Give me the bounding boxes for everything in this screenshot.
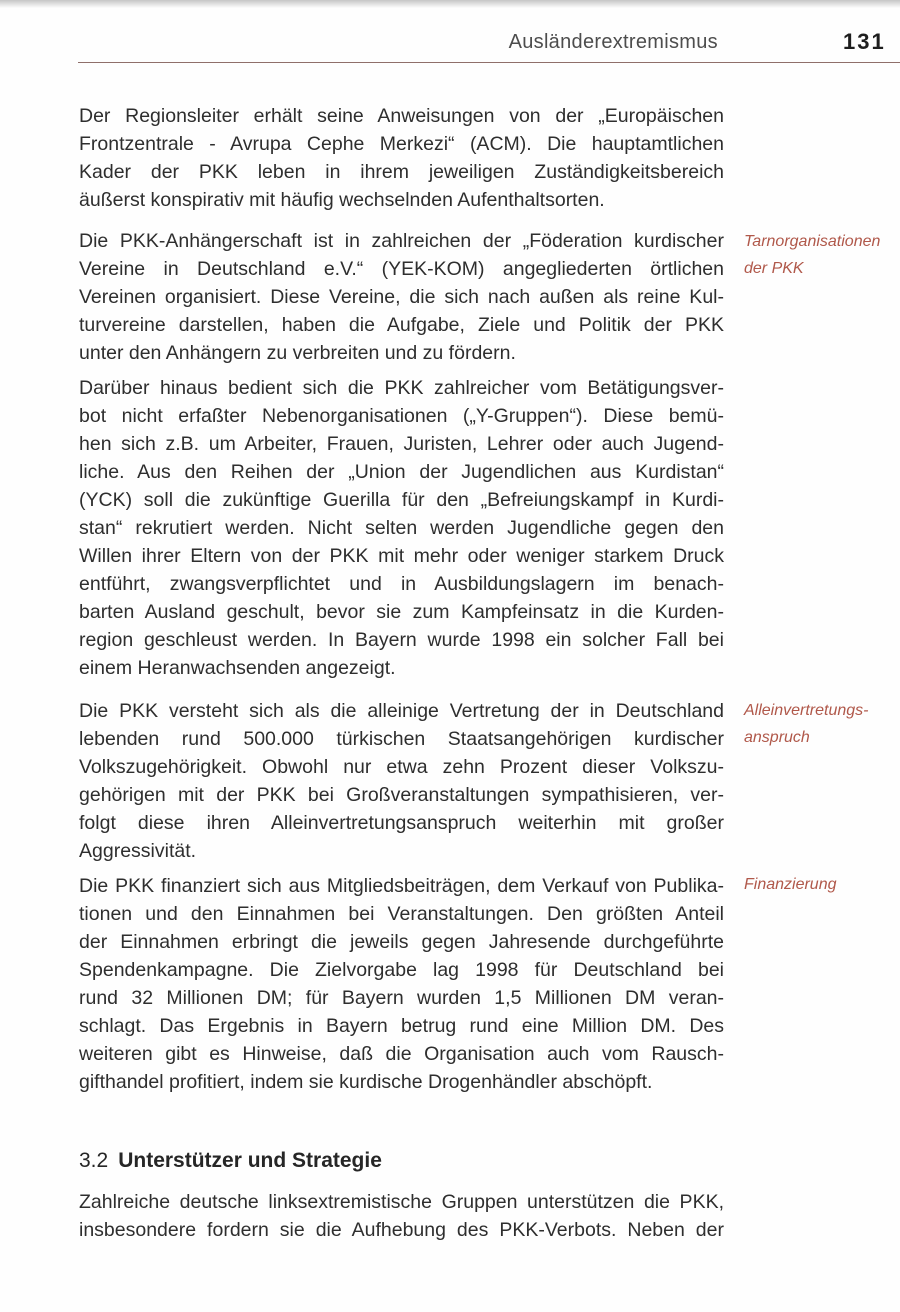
text-line: Spendenkampagne. Die Zielvorgabe lag 1998 für Deutschland bei [79,959,724,981]
paragraph [79,102,724,214]
text-line: hen sich z.B. um Arbeiter, Frauen, Juristen, Lehrer oder auch Jugend- [79,433,724,455]
text-line: bot nicht erfaßter Nebenorganisationen („Y-Gruppen“). Diese bemü- [79,405,724,427]
section-title: Unterstützer und Strategie [118,1149,382,1172]
text-line: (YCK) soll die zukünftige Guerilla für den „Befreiungskampf in Kurdi- [79,489,724,511]
text-line: region geschleust werden. In Bayern wurde 1998 ein solcher Fall bei [79,629,724,651]
text-line: gehörigen mit der PKK bei Großveranstaltungen sympathisieren, ver- [79,784,724,806]
text-line: Volkszugehörigkeit. Obwohl nur etwa zehn Prozent dieser Volkszu- [79,756,724,778]
text-line: äußerst konspirativ mit häufig wechselnden Aufenthaltsorten. [79,189,605,211]
paragraph [79,697,724,865]
text-line: insbesondere fordern sie die Aufhebung des PKK-Verbots. Neben der [79,1219,724,1241]
text-line: entführt, zwangsverpflichtet und in Ausbildungslagern im benach- [79,573,724,595]
text-line: Vereine in Deutschland e.V.“ (YEK-KOM) angegliederten örtlichen [79,258,724,280]
text-line: unter den Anhängern zu verbreiten und zu fördern. [79,342,516,364]
paragraph [79,374,724,682]
page-number: 131 [843,29,886,54]
text-line: Willen ihrer Eltern von der PKK mit mehr oder weniger starkem Druck [79,545,724,567]
paragraph [79,872,724,1096]
section-heading [79,1147,382,1175]
text-line: Zahlreiche deutsche linksextremistische Gruppen unterstützen die PKK, [79,1191,724,1213]
running-title: Ausländerextremismus [508,31,718,53]
margin-note-line: der PKK [744,260,804,277]
margin-note [744,697,896,751]
text-line: Die PKK finanziert sich aus Mitgliedsbeiträgen, dem Verkauf von Publika- [79,875,724,897]
section-number: 3.2 [79,1149,109,1172]
text-line: Frontzentrale - Avrupa Cephe Merkezi“ (ACM). Die hauptamtlichen [79,133,724,155]
text-line: weiteren gibt es Hinweise, daß die Organisation auch vom Rausch- [79,1043,724,1065]
margin-note [744,228,896,282]
text-line: Vereinen organisiert. Diese Vereine, die sich nach außen als reine Kul- [79,286,724,308]
text-line: barten Ausland geschult, bevor sie zum Kampfeinsatz in die Kurden- [79,601,724,623]
margin-note-line: Tarnorganisationen [744,233,881,250]
text-line: tionen und den Einnahmen bei Veranstaltungen. Den größten Anteil [79,903,724,925]
header-rule [78,62,900,63]
scan-edge [0,0,900,8]
text-line: liche. Aus den Reihen der „Union der Jugendlichen aus Kurdistan“ [79,461,724,483]
text-line: folgt diese ihren Alleinvertretungsanspruch weiterhin mit großer [79,812,724,834]
text-line: rund 32 Millionen DM; für Bayern wurden 1,5 Millionen DM veran- [79,987,724,1009]
paragraph [79,1188,724,1244]
text-line: Die PKK versteht sich als die alleinige Vertretung der in Deutschland [79,700,724,722]
text-line: Kader der PKK leben in ihrem jeweiligen Zuständigkeitsbereich [79,161,724,183]
text-line: Aggressivität. [79,840,197,862]
margin-note-line: anspruch [744,729,810,746]
text-line: Die PKK-Anhängerschaft ist in zahlreichen der „Föderation kurdischer [79,230,724,252]
margin-note-line: Finanzierung [744,876,837,893]
margin-note-line: Alleinvertretungs- [744,702,869,719]
text-line: Darüber hinaus bedient sich die PKK zahlreicher vom Betätigungsver- [79,377,724,399]
text-line: Der Regionsleiter erhält seine Anweisungen von der „Europäischen [79,105,724,127]
paragraph [79,227,724,367]
text-line: lebenden rund 500.000 türkischen Staatsangehörigen kurdischer [79,728,724,750]
text-line: turvereine darstellen, haben die Aufgabe, Ziele und Politik der PKK [79,314,724,336]
text-line: schlagt. Das Ergebnis in Bayern betrug rund eine Million DM. Des [79,1015,724,1037]
text-line: einem Heranwachsenden angezeigt. [79,657,396,679]
margin-note [744,871,896,898]
text-line: der Einnahmen erbringt die jeweils gegen Jahresende durchgeführte [79,931,724,953]
text-line: stan“ rekrutiert werden. Nicht selten werden Jugendliche gegen den [79,517,724,539]
text-line: gifthandel profitiert, indem sie kurdische Drogenhändler abschöpft. [79,1071,653,1093]
